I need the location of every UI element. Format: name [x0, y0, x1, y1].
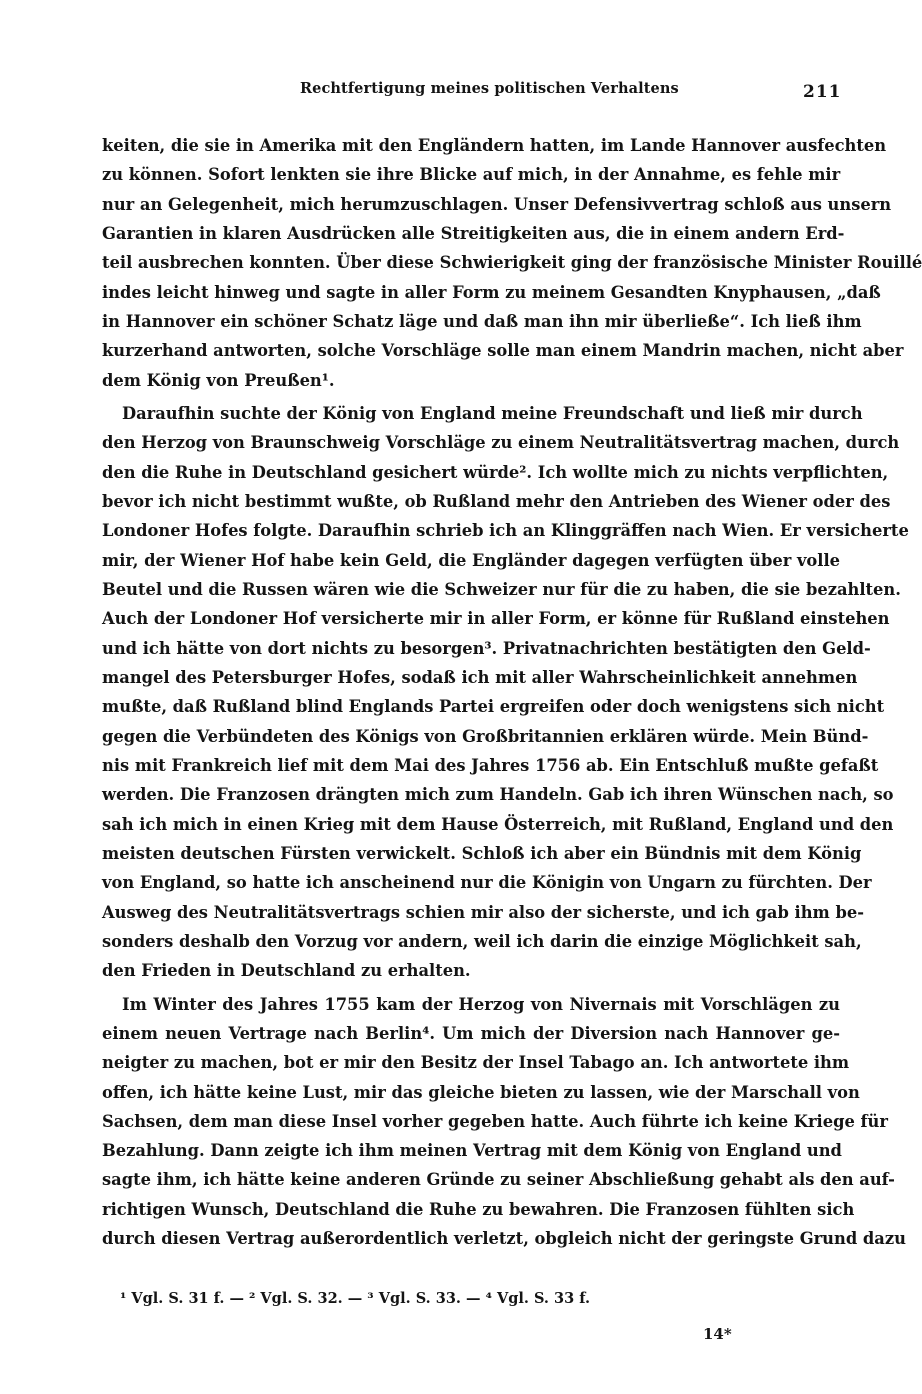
- text-line: den die Ruhe in Deutschland gesichert würde². Ich wollte mich zu nichts verpflichten,: [102, 462, 889, 482]
- text-line: zu können. Sofort lenkten sie ihre Blicke auf mich, in der Annahme, es fehle mir: [102, 165, 841, 185]
- text-line: kurzerhand antworten, solche Vorschläge solle man einem Mandrin machen, nicht aber: [102, 341, 904, 361]
- text-line: nur an Gelegenheit, mich herumzuschlagen. Unser Defensivvertrag schloß aus unsern: [102, 194, 892, 214]
- text-line: richtigen Wunsch, Deutschland die Ruhe zu bewahren. Die Franzosen fühlten sich: [102, 1199, 855, 1219]
- text-line: sagte ihm, ich hätte keine anderen Gründe zu seiner Abschließung gehabt als den auf-: [102, 1170, 895, 1190]
- text-line: dem König von Preußen¹.: [102, 370, 335, 390]
- text-line: gegen die Verbündeten des Königs von Großbritannien erklären würde. Mein Bünd-: [102, 726, 869, 746]
- text-line: in Hannover ein schöner Schatz läge und daß man ihn mir überließe“. Ich ließ ihm: [102, 311, 862, 331]
- text-line: werden. Die Franzosen drängten mich zum Handeln. Gab ich ihren Wünschen nach, so: [102, 785, 894, 805]
- text-line: Im Winter des Jahres 1755 kam der Herzog von Nivernais mit Vorschlägen zu: [122, 994, 840, 1014]
- paragraph: [102, 399, 909, 986]
- running-head: Rechtfertigung meines politischen Verhaltens: [300, 80, 679, 97]
- text-line: und ich hätte von dort nichts zu besorgen³. Privatnachrichten bestätigten den Geld-: [102, 638, 871, 658]
- text-line: mir, der Wiener Hof habe kein Geld, die Engländer dagegen verfügten über volle: [102, 550, 840, 570]
- text-line: neigter zu machen, bot er mir den Besitz der Insel Tabago an. Ich antwortete ihm: [102, 1053, 850, 1073]
- text-line: Ausweg des Neutralitätsvertrags schien mir also der sicherste, und ich gab ihm be-: [102, 902, 864, 922]
- text-line: durch diesen Vertrag außerordentlich verletzt, obgleich nicht der geringste Grund dazu: [102, 1229, 906, 1249]
- text-line: von England, so hatte ich anscheinend nur die Königin von Ungarn zu fürchten. Der: [102, 873, 872, 893]
- paragraph: [102, 990, 906, 1254]
- page-number: 211: [803, 82, 842, 102]
- paragraph: [102, 131, 922, 395]
- text-line: bevor ich nicht bestimmt wußte, ob Rußland mehr den Antrieben des Wiener oder des: [102, 491, 891, 511]
- text-line: den Herzog von Braunschweig Vorschläge zu einem Neutralitätsvertrag machen, durch: [102, 433, 900, 453]
- text-line: meisten deutschen Fürsten verwickelt. Schloß ich aber ein Bündnis mit dem König: [102, 843, 862, 863]
- text-line: keiten, die sie in Amerika mit den Engländern hatten, im Lande Hannover ausfechten: [102, 136, 887, 155]
- footnotes: ¹ Vgl. S. 31 f. — ² Vgl. S. 32. — ³ Vgl. S. 33. — ⁴ Vgl. S. 33 f.: [120, 1290, 591, 1307]
- text-line: mangel des Petersburger Hofes, sodaß ich mit aller Wahrscheinlichkeit annehmen: [102, 667, 858, 687]
- text-line: nis mit Frankreich lief mit dem Mai des Jahres 1756 ab. Ein Entschluß mußte gefaßt: [102, 755, 879, 775]
- text-line: Beutel und die Russen wären wie die Schweizer nur für die zu haben, die sie bezahlten.: [102, 579, 901, 599]
- body-text: [102, 131, 922, 1253]
- text-line: Londoner Hofes folgte. Daraufhin schrieb ich an Klinggräffen nach Wien. Er versicherte: [102, 521, 909, 541]
- text-line: Daraufhin suchte der König von England meine Freundschaft und ließ mir durch: [122, 403, 863, 423]
- text-line: mußte, daß Rußland blind Englands Partei ergreifen oder doch wenigstens sich nicht: [102, 697, 885, 717]
- signature-mark: 14*: [703, 1325, 732, 1343]
- text-line: indes leicht hinweg und sagte in aller Form zu meinem Gesandten Knyphausen, „daß: [102, 282, 881, 302]
- text-line: Auch der Londoner Hof versicherte mir in aller Form, er könne für Rußland einstehen: [102, 609, 890, 629]
- text-line: sonders deshalb den Vorzug vor andern, weil ich darin die einzige Möglichkeit sah,: [102, 931, 862, 951]
- text-line: Bezahlung. Dann zeigte ich ihm meinen Vertrag mit dem König von England und: [102, 1141, 842, 1161]
- text-line: sah ich mich in einen Krieg mit dem Hause Österreich, mit Rußland, England und den: [102, 814, 894, 834]
- text-line: teil ausbrechen konnten. Über diese Schwierigkeit ging der französische Minister Rouillé: [102, 253, 922, 273]
- text-line: Sachsen, dem man diese Insel vorher gegeben hatte. Auch führte ich keine Kriege für: [102, 1111, 888, 1131]
- text-line: einem neuen Vertrage nach Berlin⁴. Um mich der Diversion nach Hannover ge-: [102, 1023, 840, 1043]
- text-line: Garantien in klaren Ausdrücken alle Streitigkeiten aus, die in einem andern Erd-: [102, 223, 845, 243]
- text-line: offen, ich hätte keine Lust, mir das gleiche bieten zu lassen, wie der Marschall von: [102, 1082, 860, 1102]
- text-line: den Frieden in Deutschland zu erhalten.: [102, 961, 471, 981]
